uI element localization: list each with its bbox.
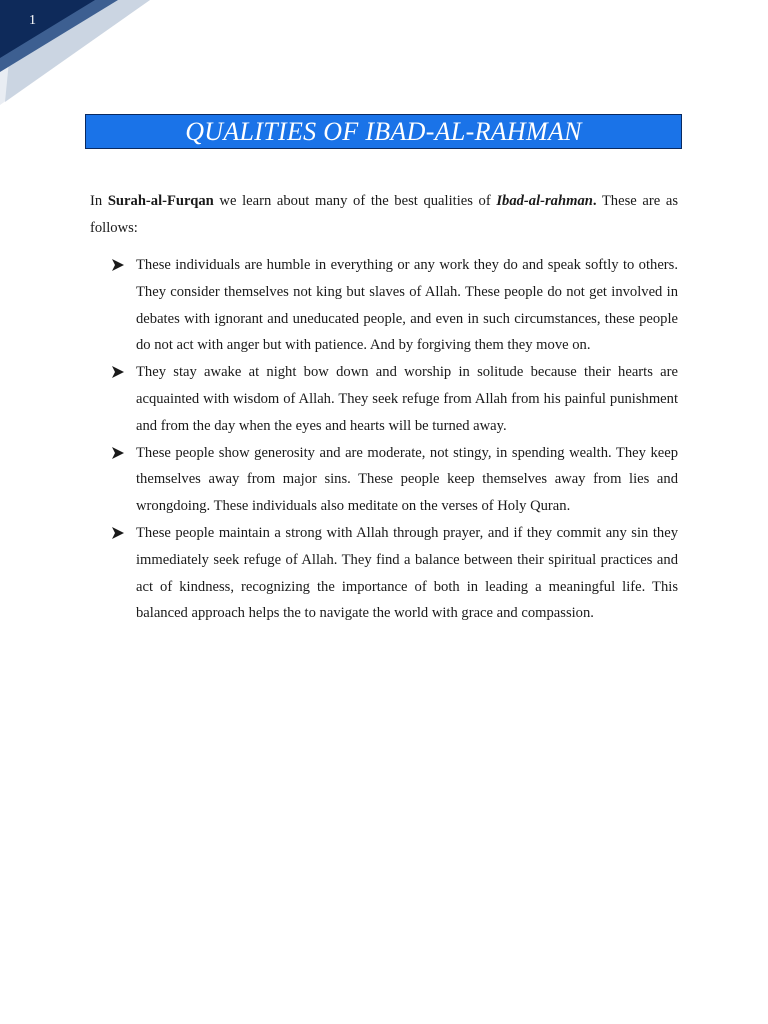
arrowhead-bullet-icon xyxy=(112,259,124,271)
list-item-text: These individuals are humble in everything or any work they do and speak softly to others. They consider themselves not king but slaves of Allah. These people do not get involved in debates with ignorant and uneducated people, and even in such circumstances, these people do not act with anger but with patience. And by forgiving them they move on. xyxy=(136,257,678,354)
page-number: 1 xyxy=(29,13,36,28)
page-title: QUALITIES OF IBAD-AL-RAHMAN xyxy=(185,116,582,146)
list-item xyxy=(90,359,678,439)
corner-decoration xyxy=(0,0,150,110)
ibad-term: Ibad-al-rahman. xyxy=(496,193,597,209)
title-banner xyxy=(85,114,682,149)
arrowhead-bullet-icon xyxy=(112,366,124,378)
list-item-text: These people maintain a strong with Allah through prayer, and if they commit any sin they immediately seek refuge of Allah. They find a balance between their spiritual practices and act of kindness, recognizing the importance of both in leading a meaningful life. This balanced approach helps the to navigate the world with grace and compassion. xyxy=(136,524,678,622)
intro-text: we learn about many of the best qualities of xyxy=(213,193,497,209)
intro-paragraph xyxy=(90,188,678,242)
list-item-text: They stay awake at night bow down and worship in solitude because their hearts are acquainted with wisdom of Allah. They seek refuge from Allah from his painful punishment and from the day when the eyes and hearts will be turned away. xyxy=(136,364,678,434)
list-item xyxy=(90,520,678,627)
list-item-text: These people show generosity and are moderate, not stingy, in spending wealth. They keep themselves away from major sins. These people keep themselves away from lies and wrongdoing. These individuals also meditate on the verses of Holy Quran. xyxy=(136,444,678,515)
arrowhead-bullet-icon xyxy=(112,447,124,459)
arrowhead-bullet-icon xyxy=(112,527,124,539)
intro-text: These are as follows: xyxy=(90,193,679,236)
intro-text: In xyxy=(90,193,108,209)
list-item xyxy=(90,252,678,359)
list-item xyxy=(90,440,678,520)
qualities-list xyxy=(90,252,678,627)
surah-name: Surah-al-Furqan xyxy=(107,193,214,209)
